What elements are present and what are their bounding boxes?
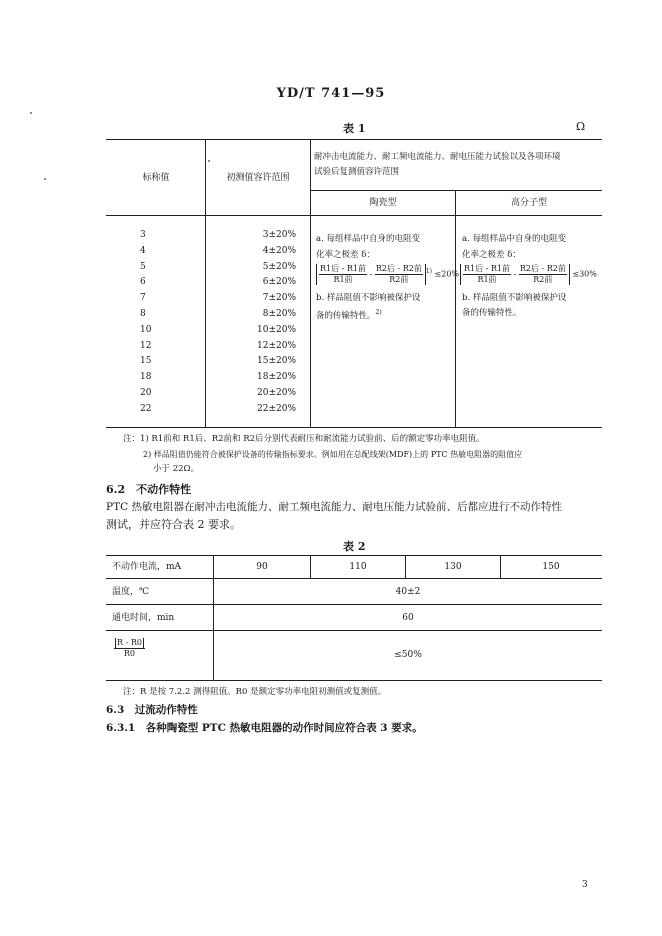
table1-initial-value: 20±20% (257, 388, 296, 398)
table2-current-130: 130 (444, 562, 462, 572)
page-number: 3 (582, 880, 588, 890)
table1-header-ceramic: 陶瓷型 (369, 198, 397, 208)
table1-initial-value: 5±20% (262, 262, 296, 272)
table1-unit: Ω (576, 120, 586, 133)
table1-initial-value: 4±20% (262, 246, 296, 256)
table2-temp-value: 40±2 (395, 587, 421, 597)
table1-nominal-value: 20 (140, 388, 152, 398)
table1-nominal-value: 12 (140, 341, 152, 351)
ceramic-f2-num: R2后 - R2前 (375, 264, 422, 273)
ceramic-f1-den: R1前 (333, 275, 353, 284)
table1-nominal-value: 22 (140, 404, 152, 414)
table2-current-90: 90 (256, 562, 268, 572)
table1-initial-value: 15±20% (257, 356, 296, 366)
table1-note2-line1: 2) 样品阻值仍能符合被保护设备的传输指标要求。例如用在总配线架(MDF)上的 PTC 热敏电阻器的阻值应 (143, 450, 523, 459)
polymer-a-line1: a. 每组样品中自身的电阻变 (462, 234, 566, 244)
table1-initial-value: 3±20% (262, 230, 296, 240)
table2-temp-label: 温度，℃ (112, 587, 150, 597)
ceramic-a-line2: 化率之极差 δ： (316, 250, 375, 260)
table1-initial-value: 10±20% (257, 325, 296, 335)
table1-nominal-value: 4 (140, 246, 146, 256)
table1-nominal-value: 10 (140, 325, 152, 335)
polymer-f2-den: R2前 (533, 275, 553, 284)
section-6-2-para-line2: 测试，并应符合表 2 要求。 (106, 518, 241, 531)
section-6-2-para-line1: PTC 热敏电阻器在耐冲击电流能力、耐工频电流能力、耐电压能力试验前、后都应进行不动作特性 (106, 501, 562, 513)
table1-initial-value: 7±20% (262, 293, 296, 303)
table2-ratio-label (114, 638, 145, 659)
table1-nominal-value: 7 (140, 293, 146, 303)
table1-header-nominal: 标称值 (142, 173, 170, 183)
polymer-f2-num: R2后 - R2前 (519, 264, 566, 273)
polymer-b-line2: 备的传输特性。 (462, 308, 522, 318)
scan-speck (208, 160, 210, 162)
polymer-f1-den: R1前 (477, 275, 497, 284)
table1-header-group-line2: 试验后复测值容许范围 (314, 167, 400, 177)
table1-nominal-value: 15 (140, 356, 152, 366)
polymer-a-line2: 化率之极差 δ： (462, 250, 521, 260)
table1-title: 表 1 (343, 122, 366, 135)
ceramic-formula (316, 264, 459, 285)
ceramic-sup1: 1) (425, 267, 432, 275)
table2-ratio-value: ≤50% (394, 650, 422, 660)
ceramic-b-line1: b. 样品阻值不影响被保护设 (316, 293, 421, 303)
polymer-f1-num: R1后 - R1前 (464, 264, 511, 273)
ceramic-b-line2: 备的传输特性。$^{2)}$ (316, 309, 382, 321)
ceramic-sup2: 2) (375, 309, 382, 316)
polymer-limit: ≤30% (572, 269, 597, 279)
table1-nominal-value: 8 (140, 309, 146, 319)
table2-title: 表 2 (343, 540, 366, 553)
section-6-2-heading: 6.2 不动作特性 (106, 483, 192, 496)
section-6-3-1-text: 6.3.1 各种陶瓷型 PTC 热敏电阻器的动作时间应符合表 3 要求。 (106, 722, 423, 734)
table2-note: 注：R 是按 7.2.2 测得阻值。R0 是额定零功率电阻初测值或复测值。 (123, 687, 387, 697)
ceramic-f2-den: R2前 (389, 275, 409, 284)
table1-header-polymer: 高分子型 (510, 198, 547, 208)
table1-initial-value: 8±20% (262, 309, 296, 319)
table1-initial-value: 6±20% (262, 277, 296, 287)
polymer-minus: - (513, 269, 517, 279)
table2-current-label: 不动作电流，mA (112, 562, 182, 572)
table1-initial-value: 12±20% (257, 341, 296, 351)
table1-nominal-value: 3 (140, 230, 146, 240)
table2-current-150: 150 (542, 562, 560, 572)
table1-note1: 注：1) R1前和 R1后、R2前和 R2后分别代表耐压和耐流能力试验前、后的额定零功率电阻值。 (123, 434, 485, 444)
table2-ratio-num: R - R0 (117, 638, 142, 647)
table1-nominal-value: 5 (140, 262, 146, 272)
scan-speck (44, 178, 46, 180)
section-6-3-heading: 6.3 过流动作特性 (106, 704, 198, 716)
polymer-formula (460, 264, 597, 285)
ceramic-limit: ≤20% (434, 269, 460, 279)
table1-nominal-value: 18 (140, 372, 152, 382)
standard-code-header: YD/T 741—95 (276, 86, 386, 101)
ceramic-minus: - (369, 269, 373, 279)
polymer-b-line1: b. 样品阻值不影响被保护设 (462, 293, 567, 303)
ceramic-f1-num: R1后 - R1前 (320, 264, 367, 273)
ceramic-a-line1: a. 每组样品中自身的电阻变 (316, 234, 420, 244)
table2-current-110: 110 (349, 562, 367, 572)
scan-speck (30, 112, 32, 114)
table1-header-initial: 初测值容许范围 (226, 173, 290, 183)
table2-time-value: 60 (402, 613, 414, 623)
table1-header-group-line1: 耐冲击电流能力、耐工频电流能力、耐电压能力试验以及各项环境 (314, 152, 561, 162)
table2-ratio-den: R0 (123, 649, 136, 658)
table2-time-label: 通电时间，min (112, 613, 175, 623)
table1-initial-value: 18±20% (257, 372, 296, 382)
table1-note2-line2: 小于 22Ω。 (153, 464, 200, 474)
table1-nominal-value: 6 (140, 277, 146, 287)
table1-initial-value: 22±20% (257, 404, 296, 414)
